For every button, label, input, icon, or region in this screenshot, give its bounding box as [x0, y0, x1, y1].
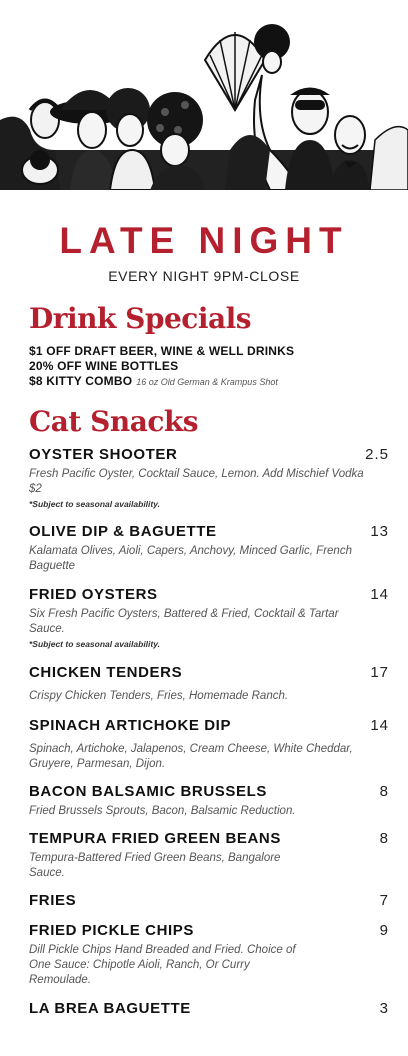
item-price: 7 [379, 892, 389, 909]
item-description: Crispy Chicken Tenders, Fries, Homemade Ranch. [29, 690, 289, 702]
item-price: 8 [379, 830, 389, 847]
item-name: CHICKEN TENDERS [29, 664, 183, 681]
item-name: BACON BALSAMIC BRUSSELS [29, 783, 267, 800]
item-note: *Subject to seasonal availability. [29, 639, 161, 649]
menu-item [29, 664, 389, 704]
menu-item [29, 830, 389, 881]
drink-special-line [29, 344, 294, 358]
item-price: 3 [379, 1000, 389, 1017]
menu-item [29, 1000, 389, 1017]
special-text: 20% OFF WINE BOTTLES [29, 359, 179, 373]
menu-item [29, 892, 389, 909]
crowd-illustration [0, 0, 408, 190]
drink-specials-heading: Drink Specials [29, 302, 252, 335]
item-price: 14 [370, 717, 389, 734]
item-price: 8 [379, 783, 389, 800]
menu-item [29, 717, 389, 772]
item-name: OYSTER SHOOTER [29, 446, 178, 463]
item-description: Dill Pickle Chips Hand Breaded and Fried. Choice of One Sauce: Chipotle Aioli, Ranch, Or Curry Remoulade. [29, 944, 296, 986]
item-description: Tempura-Battered Fried Green Beans, Bangalore Sauce. [29, 852, 281, 879]
menu-item [29, 922, 389, 988]
item-price: 9 [379, 922, 389, 939]
item-name: SPINACH ARTICHOKE DIP [29, 717, 232, 734]
page-subtitle: EVERY NIGHT 9PM-CLOSE [108, 268, 300, 284]
item-description: Kalamata Olives, Aioli, Capers, Anchovy, Minced Garlic, French Baguette [29, 545, 352, 572]
item-name: FRIES [29, 892, 77, 909]
item-note: *Subject to seasonal availability. [29, 499, 161, 509]
special-note: 16 oz Old German & Krampus Shot [136, 377, 278, 387]
item-description: Six Fresh Pacific Oysters, Battered & Fried, Cocktail & Tartar Sauce. [29, 608, 339, 635]
item-description: Spinach, Artichoke, Jalapenos, Cream Cheese, White Cheddar, Gruyere, Parmesan, Dijon. [29, 743, 353, 770]
item-name: OLIVE DIP & BAGUETTE [29, 523, 217, 540]
item-description: Fresh Pacific Oyster, Cocktail Sauce, Lemon. Add Mischief Vodka $2 [29, 468, 364, 495]
menu-item [29, 523, 389, 574]
item-name: TEMPURA FRIED GREEN BEANS [29, 830, 281, 847]
item-name: FRIED PICKLE CHIPS [29, 922, 194, 939]
menu-item [29, 586, 389, 649]
cat-snacks-heading: Cat Snacks [29, 405, 199, 438]
drink-special-line [29, 359, 178, 373]
item-name: LA BREA BAGUETTE [29, 1000, 191, 1017]
item-price: 2.5 [365, 446, 389, 463]
page-title: LATE NIGHT [59, 220, 349, 261]
item-description: Fried Brussels Sprouts, Bacon, Balsamic Reduction. [29, 805, 296, 817]
special-text: $8 KITTY COMBO [29, 374, 133, 388]
menu-item [29, 783, 389, 819]
item-price: 14 [370, 586, 389, 603]
menu-item [29, 446, 389, 509]
special-text: $1 OFF DRAFT BEER, WINE & WELL DRINKS [29, 344, 295, 358]
item-name: FRIED OYSTERS [29, 586, 158, 603]
drink-special-line [29, 374, 278, 388]
item-price: 17 [370, 664, 389, 681]
item-price: 13 [370, 523, 389, 540]
